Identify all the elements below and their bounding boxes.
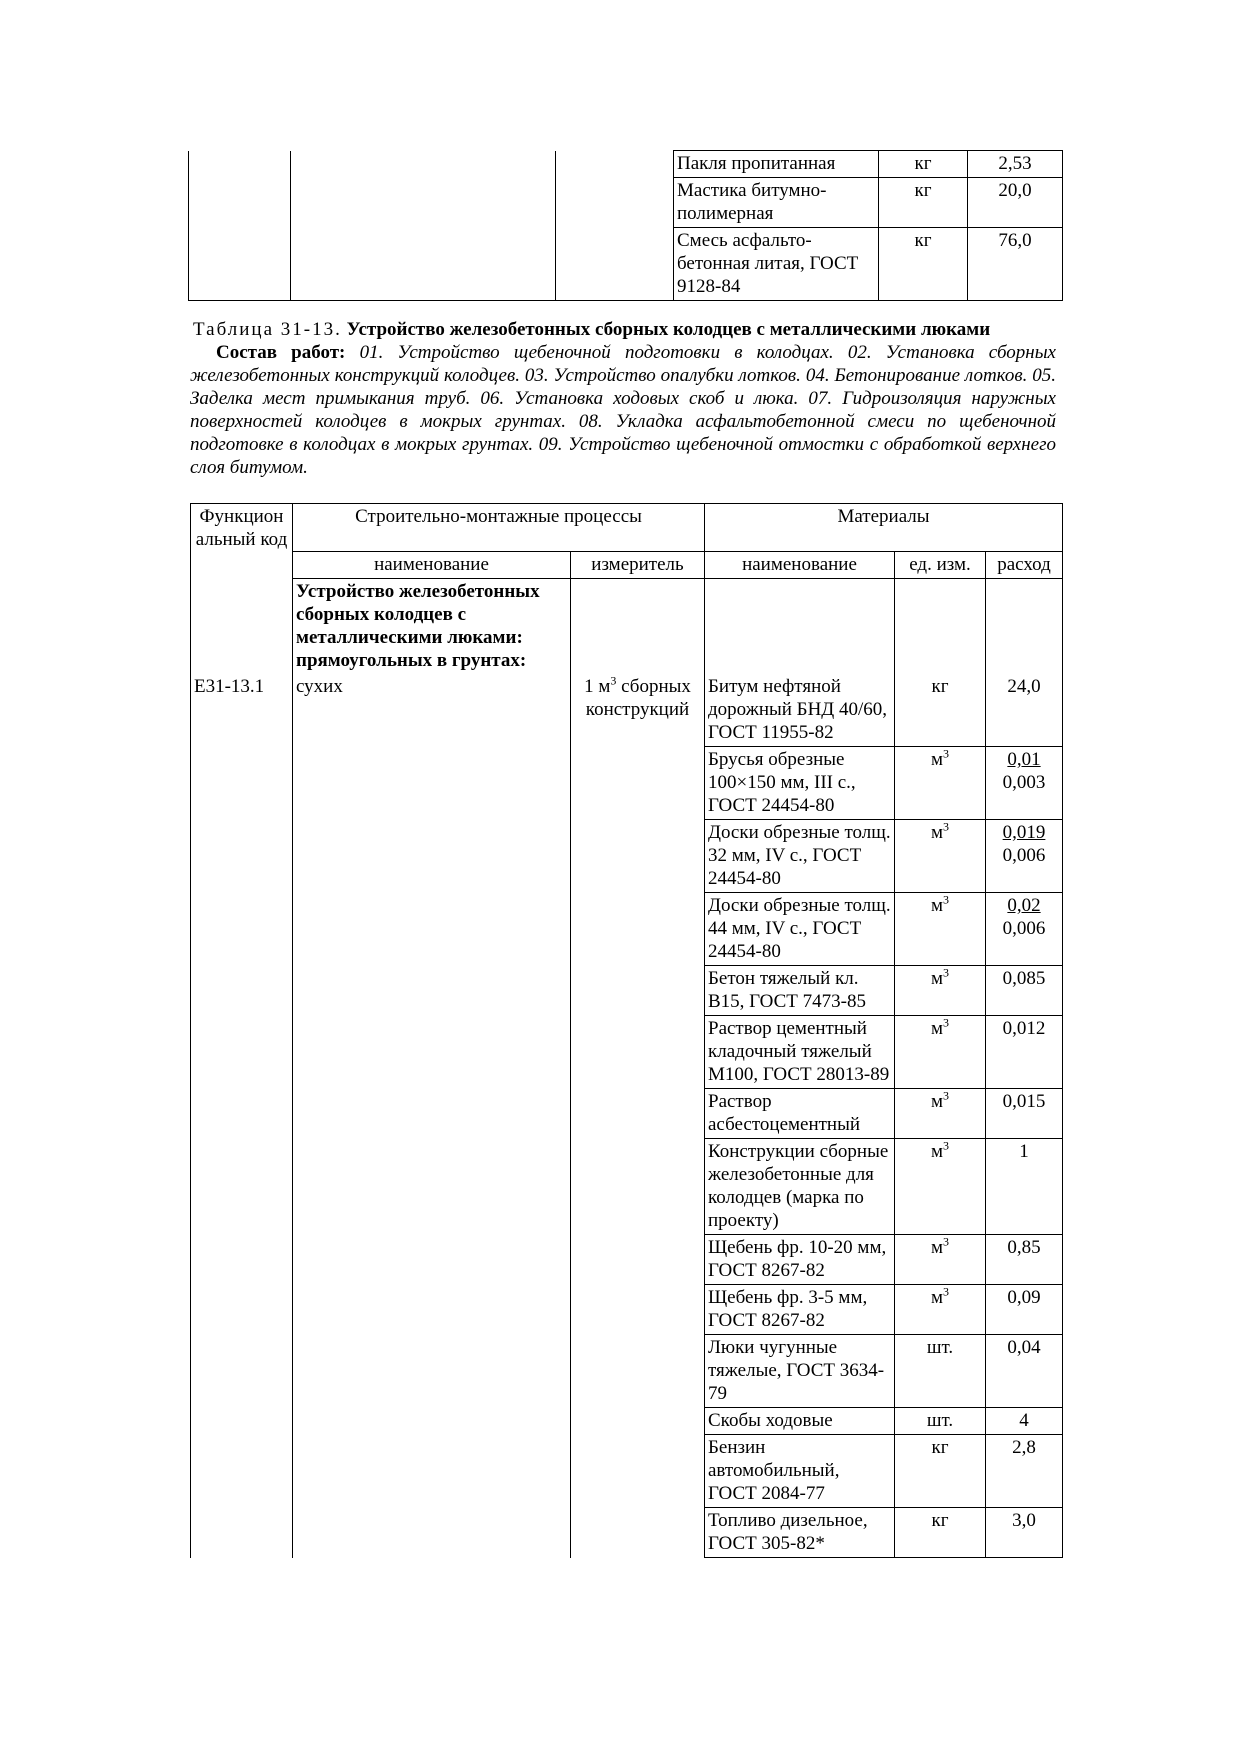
material-name: Доски обрезные толщ. 32 мм, IV с., ГОСТ 24454-80 [705, 820, 895, 893]
qty-value: 0,015 [1002, 1091, 1046, 1112]
material-unit [895, 1408, 986, 1435]
material-unit: кг [879, 151, 968, 178]
qty-value: 0,04 [1007, 1337, 1041, 1358]
table-row [191, 1508, 1063, 1558]
material-qty [986, 674, 1063, 747]
table-row [191, 966, 1063, 1016]
unit-text: м [930, 968, 944, 989]
table-row [189, 228, 1063, 301]
material-name: Скобы ходовые [705, 1408, 895, 1435]
material-name: Люки чугунные тяжелые, ГОСТ 3634-79 [705, 1335, 895, 1408]
qty-value: 1 [1019, 1141, 1029, 1162]
table-row [191, 1016, 1063, 1089]
unit-exponent: 3 [943, 1234, 950, 1249]
unit-exponent: 3 [943, 965, 950, 980]
material-unit [895, 1508, 986, 1558]
qty-value: 0,01 [1007, 749, 1041, 770]
material-qty: 2,53 [968, 151, 1063, 178]
material-qty [986, 893, 1063, 966]
material-qty [986, 820, 1063, 893]
table-row [191, 674, 1063, 747]
material-qty [986, 1508, 1063, 1558]
work-composition-text: 01. Устройство щебеночной подготовки в колодцах. 02. Установка сборных железобетонных конструкций колодцев. 03. Устройство опалубки лотков. 04. Бетонирование лотков. 05. Заделка мест примыкания труб. 06. Установка ходовых скоб и люка. 07. Гидроизоляция наружных поверхностей колодцев в мокрых грунтах. 08. Укладка асфальтобетонной смеси по щебеночной подготовке в колодцах в мокрых грунтах. 09. Устройство щебеночной отмостки с обработкой верхнего слоя битумом. [190, 342, 1056, 478]
material-qty [986, 1139, 1063, 1235]
material-name: Смесь асфальто-бетонная литая, ГОСТ 9128-84 [674, 228, 879, 301]
material-unit [895, 674, 986, 747]
material-unit [895, 966, 986, 1016]
function-code: Е31-13.1 [191, 674, 293, 747]
header-func-code: Функцион альный код [191, 504, 293, 579]
unit-text: м [930, 1091, 944, 1112]
qty-value: 0,85 [1007, 1237, 1041, 1258]
header-row [191, 504, 1063, 552]
material-name: Бензин автомобильный, ГОСТ 2084-77 [705, 1435, 895, 1508]
material-name: Конструкции сборные железобетонные для колодцев (марка по проекту) [705, 1139, 895, 1235]
material-unit [895, 1235, 986, 1285]
material-name: Щебень фр. 10-20 мм, ГОСТ 8267-82 [705, 1235, 895, 1285]
qty-value: 0,02 [1007, 895, 1041, 916]
table-row [191, 893, 1063, 966]
qty-value: 0,085 [1002, 968, 1046, 989]
material-qty [986, 1408, 1063, 1435]
section-title: Устройство железобетонных сборных колодцев с металлическими люками: прямоугольных в грунтах: [293, 579, 571, 675]
unit-exponent: 3 [943, 1088, 950, 1103]
unit-text: шт. [926, 1337, 954, 1358]
material-name: Раствор асбестоцементный [705, 1089, 895, 1139]
material-qty [986, 1285, 1063, 1335]
material-unit [895, 747, 986, 820]
process-name: сухих [293, 674, 571, 747]
qty-value: 2,8 [1012, 1437, 1036, 1458]
qty-alt-value: 0,003 [1002, 772, 1046, 793]
header-material-name: наименование [705, 552, 895, 579]
qty-value: 24,0 [1007, 676, 1041, 697]
header-processes: Строительно-монтажные процессы [293, 504, 705, 552]
unit-text: м [930, 822, 944, 843]
unit-exponent: 3 [943, 892, 950, 907]
header-unit: ед. изм. [895, 552, 986, 579]
qty-alt-value: 0,006 [1002, 918, 1046, 939]
material-name: Раствор цементный кладочный тяжелый М100, ГОСТ 28013-89 [705, 1016, 895, 1089]
material-qty [986, 1235, 1063, 1285]
table-row [189, 178, 1063, 228]
material-name: Мастика битумно-полимерная [674, 178, 879, 228]
material-qty [986, 1016, 1063, 1089]
material-unit [895, 1089, 986, 1139]
material-qty: 20,0 [968, 178, 1063, 228]
norms-table [190, 503, 1063, 1558]
material-name: Битум нефтяной дорожный БНД 40/60, ГОСТ 11955-82 [705, 674, 895, 747]
unit-text: кг [931, 1437, 949, 1458]
material-name: Топливо дизельное, ГОСТ 305-82* [705, 1508, 895, 1558]
material-qty: 76,0 [968, 228, 1063, 301]
material-name: Бетон тяжелый кл. В15, ГОСТ 7473-85 [705, 966, 895, 1016]
material-unit [895, 1335, 986, 1408]
unit-exponent: 3 [943, 819, 950, 834]
unit-exponent: 3 [943, 1284, 950, 1299]
material-name: Пакля пропитанная [674, 151, 879, 178]
unit-text: м [930, 1237, 944, 1258]
unit-text: кг [931, 676, 949, 697]
continuation-table [188, 150, 1063, 301]
meter-prefix: 1 м [584, 676, 611, 697]
work-composition [190, 341, 1056, 479]
table-row [191, 747, 1063, 820]
unit-text: м [930, 749, 944, 770]
qty-value: 3,0 [1012, 1510, 1036, 1531]
unit-text: кг [931, 1510, 949, 1531]
header-meter: измеритель [571, 552, 705, 579]
unit-text: м [930, 1018, 944, 1039]
material-unit [895, 820, 986, 893]
material-unit [895, 1285, 986, 1335]
table-row [191, 1408, 1063, 1435]
material-unit [895, 1435, 986, 1508]
material-qty [986, 1435, 1063, 1508]
material-qty [986, 1089, 1063, 1139]
qty-value: 0,012 [1002, 1018, 1046, 1039]
table-row [191, 1139, 1063, 1235]
material-qty [986, 1335, 1063, 1408]
header-materials: Материалы [705, 504, 1063, 552]
unit-text: шт. [926, 1410, 954, 1431]
material-name: Щебень фр. 3-5 мм, ГОСТ 8267-82 [705, 1285, 895, 1335]
material-qty [986, 966, 1063, 1016]
unit-text: м [930, 1287, 944, 1308]
unit-exponent: 3 [943, 1015, 950, 1030]
qty-value: 4 [1019, 1410, 1029, 1431]
table-row [191, 1335, 1063, 1408]
unit-exponent: 3 [943, 1138, 950, 1153]
meter-exponent: 3 [610, 673, 617, 688]
header-consumption: расход [986, 552, 1063, 579]
table-row [191, 1285, 1063, 1335]
meter-suffix: сборных конструкций [585, 676, 691, 720]
unit-text: м [930, 895, 944, 916]
qty-value: 0,019 [1002, 822, 1046, 843]
meter [571, 674, 705, 747]
table-row [191, 1089, 1063, 1139]
material-unit [895, 1139, 986, 1235]
table-row [191, 1435, 1063, 1508]
header-process-name: наименование [293, 552, 571, 579]
material-unit: кг [879, 228, 968, 301]
unit-exponent: 3 [943, 746, 950, 761]
material-unit: кг [879, 178, 968, 228]
work-composition-heading: Состав работ: [216, 342, 346, 363]
material-name: Брусья обрезные 100×150 мм, III с., ГОСТ 24454-80 [705, 747, 895, 820]
table-title: Устройство железобетонных сборных колодцев с металлическими люками [346, 319, 991, 340]
qty-alt-value: 0,006 [1002, 845, 1046, 866]
material-name: Доски обрезные толщ. 44 мм, IV с., ГОСТ 24454-80 [705, 893, 895, 966]
table-row [191, 1235, 1063, 1285]
table-row [189, 151, 1063, 178]
subheader-row [191, 552, 1063, 579]
qty-value: 0,09 [1007, 1287, 1041, 1308]
material-unit [895, 893, 986, 966]
material-unit [895, 1016, 986, 1089]
table-caption [193, 318, 1055, 341]
unit-text: м [930, 1141, 944, 1162]
table-row [191, 820, 1063, 893]
material-qty [986, 747, 1063, 820]
table-label: Таблица 31-13. [193, 319, 342, 340]
section-row [191, 579, 1063, 675]
